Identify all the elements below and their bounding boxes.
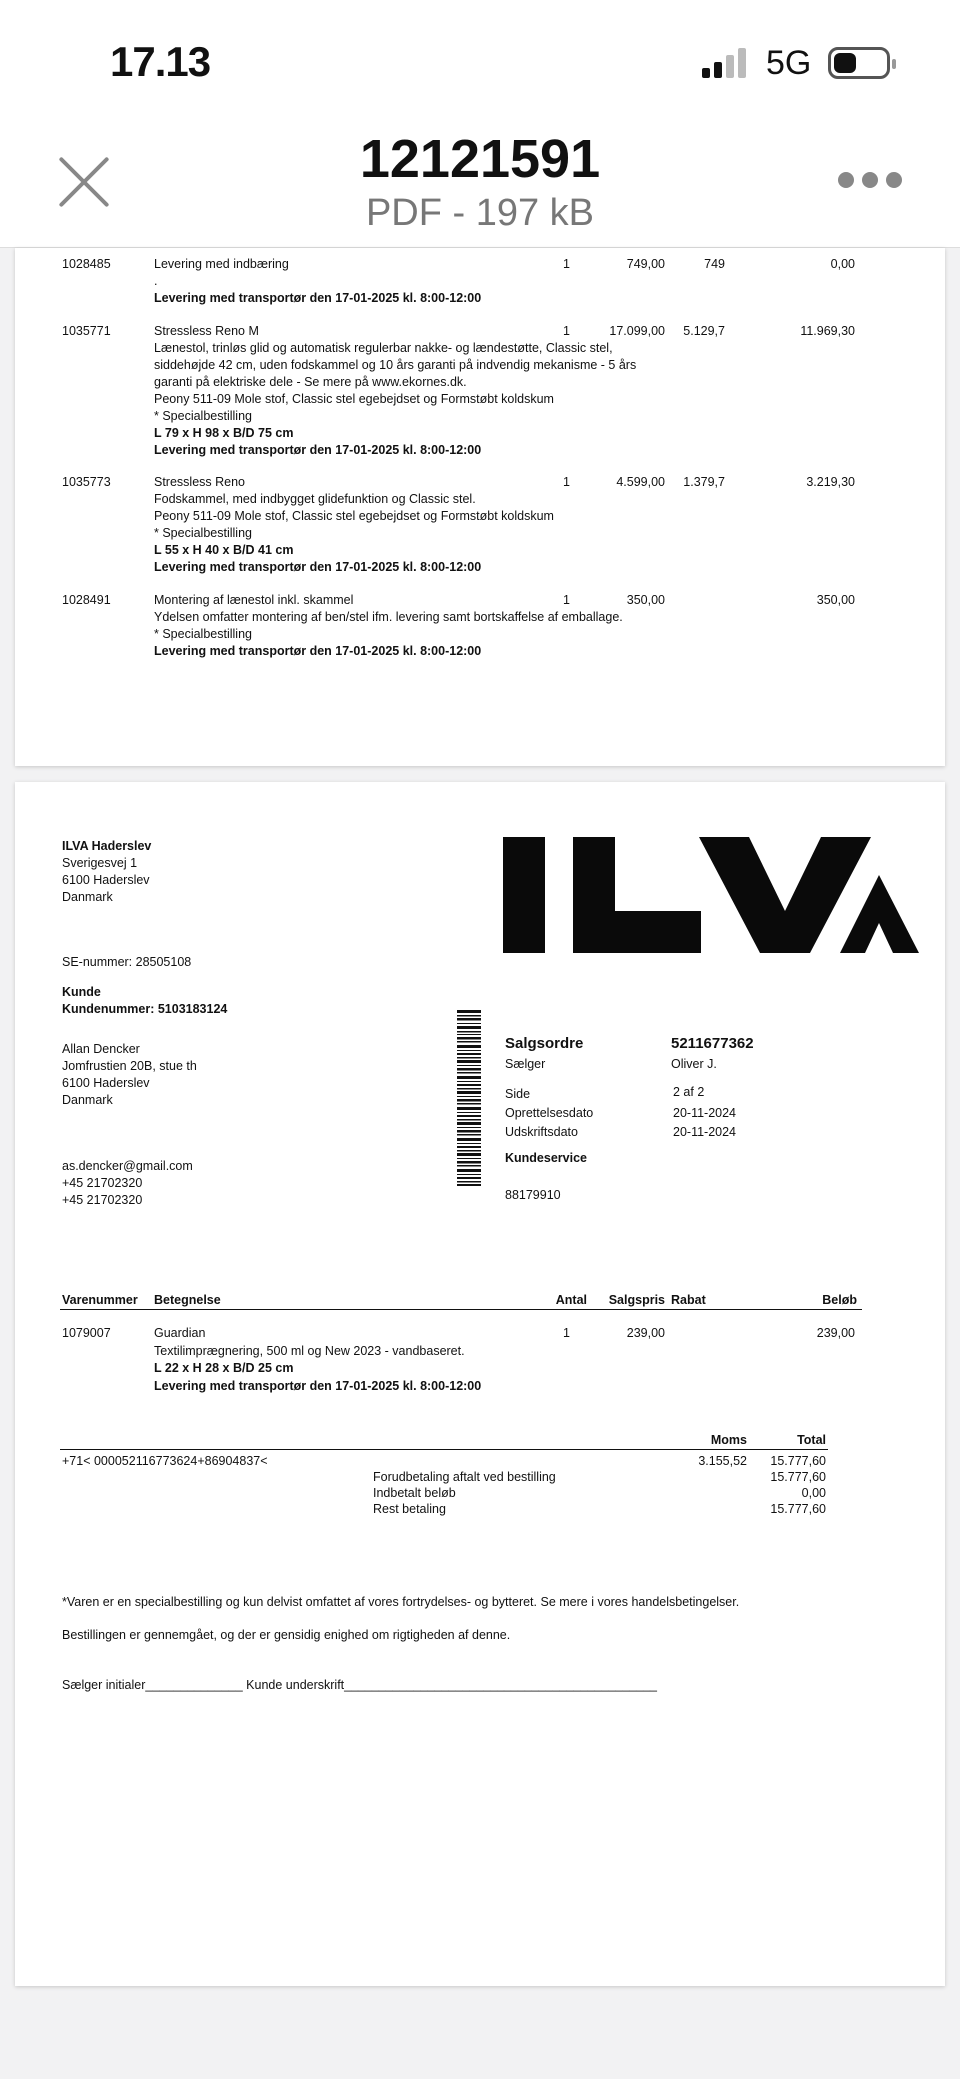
item-line: Lænestol, trinløs glid og automatisk regulerbar nakke- og lændestøtte, Classic stel,	[154, 341, 613, 355]
item-dimensions: L 22 x H 28 x B/D 25 cm	[154, 1361, 294, 1375]
item-price: 4.599,00	[616, 475, 665, 489]
item-amount: 3.219,30	[806, 475, 855, 489]
order-label: Salgsordre	[505, 1035, 584, 1052]
se-number: SE-nummer: 28505108	[62, 955, 192, 969]
order-row-value: 2 af 2	[673, 1085, 705, 1099]
item-number: 1035773	[62, 475, 111, 489]
payment-value: 15.777,60	[770, 1502, 826, 1516]
item-delivery: Levering med transportør den 17-01-2025 kl. 8:00-12:00	[154, 644, 482, 658]
customer-service-label: Kundeservice	[505, 1151, 587, 1165]
item-line: * Specialbestilling	[154, 627, 252, 641]
item-amount: 239,00	[816, 1326, 855, 1340]
item-qty: 1	[563, 475, 570, 489]
customer-street: Jomfrustien 20B, stue th	[62, 1059, 197, 1073]
customer-number: Kundenummer: 5103183124	[62, 1002, 228, 1016]
item-name: Montering af lænestol inkl. skammel	[154, 593, 354, 607]
store-name: ILVA Haderslev	[62, 839, 152, 853]
col-header-price: Salgspris	[608, 1293, 665, 1307]
order-row-label: Side	[505, 1087, 531, 1101]
moms-value: 3.155,52	[698, 1454, 747, 1468]
item-name: Levering med indbæring	[154, 257, 289, 271]
item-line: garanti på elektriske dele - Se mere på www.ekornes.dk.	[154, 375, 467, 389]
item-line: Peony 511-09 Mole stof, Classic stel egebejdset og Formstøbt koldskum	[154, 392, 554, 406]
item-number: 1035771	[62, 324, 111, 338]
battery-icon	[828, 47, 890, 79]
order-row-label: Udskriftsdato	[505, 1125, 578, 1139]
item-number: 1028485	[62, 257, 111, 271]
col-header-amount: Beløb	[822, 1293, 857, 1307]
customer-heading: Kunde	[62, 985, 101, 999]
special-order-note: *Varen er en specialbestilling og kun delvist omfattet af vores fortrydelses- og bytteret. Se mere i vores handelsbetingelser.	[62, 1595, 740, 1609]
item-line: Peony 511-09 Mole stof, Classic stel egebejdset og Formstøbt koldskum	[154, 509, 554, 523]
item-amount: 0,00	[830, 257, 855, 271]
col-header-discount: Rabat	[671, 1293, 706, 1307]
item-name: Guardian	[154, 1326, 206, 1340]
item-dimensions: L 79 x H 98 x B/D 75 cm	[154, 426, 294, 440]
item-delivery: Levering med transportør den 17-01-2025 kl. 8:00-12:00	[154, 443, 482, 457]
pdf-page-2	[15, 782, 945, 1986]
customer-country: Danmark	[62, 1093, 113, 1107]
item-qty: 1	[563, 1326, 570, 1340]
order-row-label: Oprettelsesdato	[505, 1106, 594, 1120]
item-price: 749,00	[626, 257, 665, 271]
customer-email: as.dencker@gmail.com	[62, 1159, 193, 1173]
customer-city: 6100 Haderslev	[62, 1076, 150, 1090]
ocr-line: +71< 000052116773624+86904837<	[62, 1454, 268, 1468]
more-icon[interactable]	[838, 172, 904, 192]
item-delivery: Levering med transportør den 17-01-2025 kl. 8:00-12:00	[154, 1379, 482, 1393]
item-name: Stressless Reno	[154, 475, 246, 489]
item-discount: 5.129,7	[683, 324, 725, 338]
item-line: siddehøjde 42 cm, uden fodskammel og 10 års garanti på indvendig mekanisme - 5 års	[154, 358, 637, 372]
item-price: 350,00	[626, 593, 665, 607]
item-discount: 1.379,7	[683, 475, 725, 489]
item-line: * Specialbestilling	[154, 526, 252, 540]
item-price: 239,00	[626, 1326, 665, 1340]
col-header-qty: Antal	[555, 1293, 587, 1307]
item-line: Ydelsen omfatter montering af ben/stel ifm. levering samt bortskaffelse af emballage.	[154, 610, 623, 624]
order-number: 5211677362	[671, 1035, 754, 1052]
cell-signal-icon	[702, 48, 750, 78]
customer-service-phone: 88179910	[505, 1188, 561, 1202]
payment-label: Indbetalt beløb	[373, 1486, 456, 1500]
status-time: 17.13	[110, 38, 211, 85]
item-name: Stressless Reno M	[154, 324, 259, 338]
signature-line: Sælger initialer______________ Kunde underskrift_____________________________________________	[62, 1678, 657, 1692]
barcode	[457, 1010, 481, 1186]
item-qty: 1	[563, 593, 570, 607]
total-value: 15.777,60	[770, 1454, 826, 1468]
item-dimensions: L 55 x H 40 x B/D 41 cm	[154, 543, 294, 557]
table-header-rule	[60, 1309, 862, 1310]
item-discount: 749	[704, 257, 725, 271]
payment-value: 0,00	[801, 1486, 826, 1500]
store-street: Sverigesvej 1	[62, 856, 138, 870]
pdf-page-1	[15, 248, 945, 766]
item-qty: 1	[563, 324, 570, 338]
item-price: 17.099,00	[609, 324, 665, 338]
item-line: Fodskammel, med indbygget glidefunktion og Classic stel.	[154, 492, 476, 506]
item-number: 1028491	[62, 593, 111, 607]
status-bar	[0, 0, 960, 120]
item-amount: 350,00	[816, 593, 855, 607]
moms-header: Moms	[710, 1433, 747, 1447]
payment-label: Rest betaling	[373, 1502, 446, 1516]
ilva-logo	[503, 837, 919, 953]
item-qty: 1	[563, 257, 570, 271]
item-number: 1079007	[62, 1326, 111, 1340]
customer-name: Allan Dencker	[62, 1042, 140, 1056]
item-delivery: Levering med transportør den 17-01-2025 kl. 8:00-12:00	[154, 291, 482, 305]
store-country: Danmark	[62, 890, 113, 904]
item-line: .	[154, 274, 158, 288]
store-city: 6100 Haderslev	[62, 873, 150, 887]
col-header-nr: Varenummer	[62, 1293, 138, 1307]
item-amount: 11.969,30	[800, 324, 855, 338]
totals-rule	[60, 1449, 828, 1450]
item-line: * Specialbestilling	[154, 409, 252, 423]
order-row-value: Oliver J.	[671, 1057, 717, 1071]
document-title: 12121591	[359, 129, 601, 189]
order-row-value: 20-11-2024	[673, 1106, 737, 1120]
payment-value: 15.777,60	[770, 1470, 826, 1484]
total-header: Total	[797, 1433, 826, 1447]
document-subtitle: PDF - 197 kB	[365, 192, 595, 234]
viewer-header	[0, 120, 960, 248]
item-delivery: Levering med transportør den 17-01-2025 kl. 8:00-12:00	[154, 560, 482, 574]
customer-phone: +45 21702320	[62, 1176, 143, 1190]
item-line: Textilimprægnering, 500 ml og New 2023 - vandbaseret.	[154, 1344, 465, 1358]
network-label: 5G	[766, 44, 812, 82]
order-row-label: Sælger	[505, 1057, 546, 1071]
payment-label: Forudbetaling aftalt ved bestilling	[373, 1470, 556, 1484]
agreement-note: Bestillingen er gennemgået, og der er gensidig enighed om rigtigheden af denne.	[62, 1628, 511, 1642]
order-row-value: 20-11-2024	[673, 1125, 737, 1139]
col-header-name: Betegnelse	[154, 1293, 221, 1307]
customer-phone: +45 21702320	[62, 1193, 143, 1207]
